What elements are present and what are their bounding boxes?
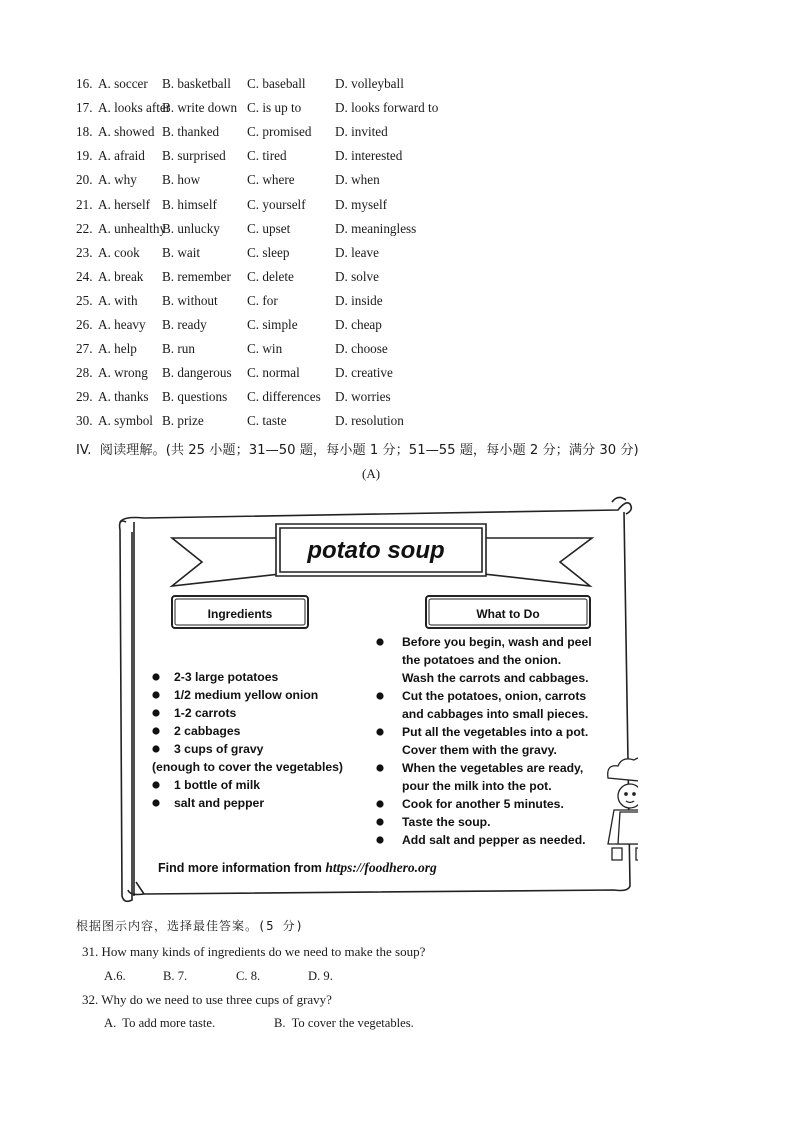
option-c[interactable]: C. differences xyxy=(247,389,321,405)
bullet-icon xyxy=(152,727,159,734)
question-number: 30. xyxy=(76,413,93,429)
step-line: Taste the soup. xyxy=(402,815,491,829)
option-b[interactable]: B. wait xyxy=(162,244,201,260)
instruction: 根据图示内容，选择最佳答案。(5 分) xyxy=(76,919,304,933)
option-b[interactable]: B. remember xyxy=(162,268,231,284)
question-number: 17. xyxy=(76,100,93,116)
option-c[interactable]: C. delete xyxy=(247,268,294,284)
bullet-icon xyxy=(376,692,383,699)
section-title: IV. 阅读理解。(共 25 小题；31—50 题，每小题 1 分；51—55 题，每小题 2 分；满分 30 分) xyxy=(76,443,639,458)
option-d[interactable]: D. when xyxy=(335,172,380,188)
poster-footer: Find more information from https://foodhero.org xyxy=(158,860,437,875)
bullet-icon xyxy=(152,781,159,788)
option-c[interactable]: C. where xyxy=(247,172,295,188)
option-b[interactable]: B. write down xyxy=(162,100,238,116)
option-d[interactable]: D. worries xyxy=(335,389,391,405)
ingredient-item: salt and pepper xyxy=(174,796,265,810)
step-line: Cut the potatoes, onion, carrots xyxy=(402,689,587,703)
question-number: 18. xyxy=(76,124,93,140)
option-d[interactable]: D. solve xyxy=(335,268,379,284)
question-number: 16. xyxy=(76,76,93,91)
question-number: 22. xyxy=(76,220,93,236)
step-line: Put all the vegetables into a pot. xyxy=(402,725,589,739)
ingredient-item: 3 cups of gravy xyxy=(174,742,264,756)
option-b[interactable]: B. how xyxy=(162,172,201,188)
footer-link: https://foodhero.org xyxy=(325,860,437,875)
ingredients-list xyxy=(152,670,343,810)
bullet-icon xyxy=(376,638,383,645)
option-a[interactable]: A. unhealthy xyxy=(98,220,167,236)
option-d[interactable]: D. interested xyxy=(335,148,403,164)
q32-option-a[interactable]: A. To add more taste. xyxy=(104,1016,216,1030)
option-a[interactable]: A. showed xyxy=(98,124,155,140)
option-d[interactable]: D. inside xyxy=(335,292,383,308)
option-b[interactable]: B. unlucky xyxy=(162,220,220,236)
option-a[interactable]: A. heavy xyxy=(98,317,146,332)
bullet-icon xyxy=(376,818,383,825)
step-line: the potatoes and the onion. xyxy=(402,653,562,667)
option-d[interactable]: D. myself xyxy=(335,196,388,212)
option-b[interactable]: B. basketball xyxy=(162,76,231,91)
steps-list xyxy=(376,635,591,847)
bullet-icon xyxy=(376,836,383,843)
step-line: pour the milk into the pot. xyxy=(402,779,552,793)
option-a[interactable]: A. symbol xyxy=(98,413,153,429)
option-d[interactable]: D. meaningless xyxy=(335,220,417,236)
option-a[interactable]: A. looks after xyxy=(98,100,171,116)
option-a[interactable]: A. thanks xyxy=(98,389,149,405)
option-a[interactable]: A. wrong xyxy=(98,365,148,381)
q31-option-d[interactable]: D. 9. xyxy=(308,969,333,983)
step-line: Cook for another 5 minutes. xyxy=(402,797,564,811)
option-d[interactable]: D. looks forward to xyxy=(335,100,439,116)
option-b[interactable]: B. questions xyxy=(162,389,228,405)
bullet-icon xyxy=(152,691,159,698)
step-line: Before you begin, wash and peel xyxy=(402,635,592,649)
step-line: Cover them with the gravy. xyxy=(402,743,557,757)
option-c[interactable]: C. normal xyxy=(247,365,300,381)
option-c[interactable]: C. upset xyxy=(247,220,291,236)
ingredient-note: (enough to cover the vegetables) xyxy=(152,760,343,774)
option-b[interactable]: B. surprised xyxy=(162,148,226,164)
option-b[interactable]: B. himself xyxy=(162,196,217,212)
bullet-icon xyxy=(376,764,383,771)
option-b[interactable]: B. run xyxy=(162,341,195,357)
option-c[interactable]: C. promised xyxy=(247,124,312,140)
option-c[interactable]: C. taste xyxy=(247,413,287,429)
option-a[interactable]: A. cook xyxy=(98,244,140,260)
question-number: 23. xyxy=(76,244,93,260)
chef-icon xyxy=(608,758,638,860)
option-d[interactable]: D. creative xyxy=(335,365,393,381)
option-d[interactable]: D. invited xyxy=(335,124,388,140)
question-number: 24. xyxy=(76,268,93,284)
option-c[interactable]: C. tired xyxy=(247,148,287,164)
question-number: 27. xyxy=(76,341,93,357)
option-a[interactable]: A. help xyxy=(98,341,137,357)
ingredient-item: 1-2 carrots xyxy=(174,706,237,720)
option-a[interactable]: A. with xyxy=(98,292,138,308)
recipe-poster xyxy=(114,492,638,904)
ingredients-header: Ingredients xyxy=(207,607,273,621)
option-a[interactable]: A. break xyxy=(98,268,144,284)
bullet-icon xyxy=(376,800,383,807)
option-a[interactable]: A. afraid xyxy=(98,148,145,164)
option-d[interactable]: D. resolution xyxy=(335,413,404,429)
option-b[interactable]: B. without xyxy=(162,292,218,308)
option-c[interactable]: C. for xyxy=(247,292,278,308)
ingredient-item: 1/2 medium yellow onion xyxy=(174,688,319,702)
option-c[interactable]: C. baseball xyxy=(247,76,306,91)
option-c[interactable]: C. is up to xyxy=(247,100,302,116)
bullet-icon xyxy=(152,709,159,716)
option-b[interactable]: B. prize xyxy=(162,413,204,429)
q31-option-b[interactable]: B. 7. xyxy=(163,969,188,983)
question-number: 19. xyxy=(76,148,93,164)
option-c[interactable]: C. simple xyxy=(247,317,298,332)
option-d[interactable]: D. choose xyxy=(335,341,388,357)
option-a[interactable]: A. herself xyxy=(98,196,150,212)
ingredient-item: 2 cabbages xyxy=(174,724,241,738)
option-b[interactable]: B. thanked xyxy=(162,124,220,140)
step-line: Add salt and pepper as needed. xyxy=(402,833,586,847)
question-number: 29. xyxy=(76,389,93,405)
question-number: 21. xyxy=(76,196,93,212)
question-number: 25. xyxy=(76,292,93,308)
passage-label: (A) xyxy=(362,466,381,481)
option-a[interactable]: A. why xyxy=(98,172,137,188)
question-31: 31. How many kinds of ingredients do we need to make the soup? xyxy=(82,944,426,959)
question-number: 26. xyxy=(76,317,93,332)
q31-option-a[interactable]: A.6. xyxy=(104,969,126,983)
poster-title: potato soup xyxy=(307,537,445,564)
ingredient-item: 1 bottle of milk xyxy=(174,778,260,792)
option-d[interactable]: D. cheap xyxy=(335,317,382,332)
step-line: Wash the carrots and cabbages. xyxy=(402,671,589,685)
question-number: 20. xyxy=(76,172,93,188)
step-line: and cabbages into small pieces. xyxy=(402,707,589,721)
bullet-icon xyxy=(152,745,159,752)
q32-option-b[interactable]: B. To cover the vegetables. xyxy=(274,1016,414,1030)
q31-option-c[interactable]: C. 8. xyxy=(236,969,261,983)
steps-header: What to Do xyxy=(476,607,540,621)
bullet-icon xyxy=(152,673,159,680)
question-32: 32. Why do we need to use three cups of gravy? xyxy=(82,992,332,1007)
option-c[interactable]: C. sleep xyxy=(247,244,290,260)
bullet-icon xyxy=(376,728,383,735)
bullet-icon xyxy=(152,799,159,806)
option-b[interactable]: B. ready xyxy=(162,317,207,332)
option-b[interactable]: B. dangerous xyxy=(162,365,232,381)
option-c[interactable]: C. win xyxy=(247,341,283,357)
option-d[interactable]: D. leave xyxy=(335,244,379,260)
option-d[interactable]: D. volleyball xyxy=(335,76,404,91)
question-number: 28. xyxy=(76,365,93,381)
option-c[interactable]: C. yourself xyxy=(247,196,306,212)
ingredient-item: 2-3 large potatoes xyxy=(174,670,279,684)
step-line: When the vegetables are ready, xyxy=(402,761,584,775)
option-a[interactable]: A. soccer xyxy=(98,76,148,91)
